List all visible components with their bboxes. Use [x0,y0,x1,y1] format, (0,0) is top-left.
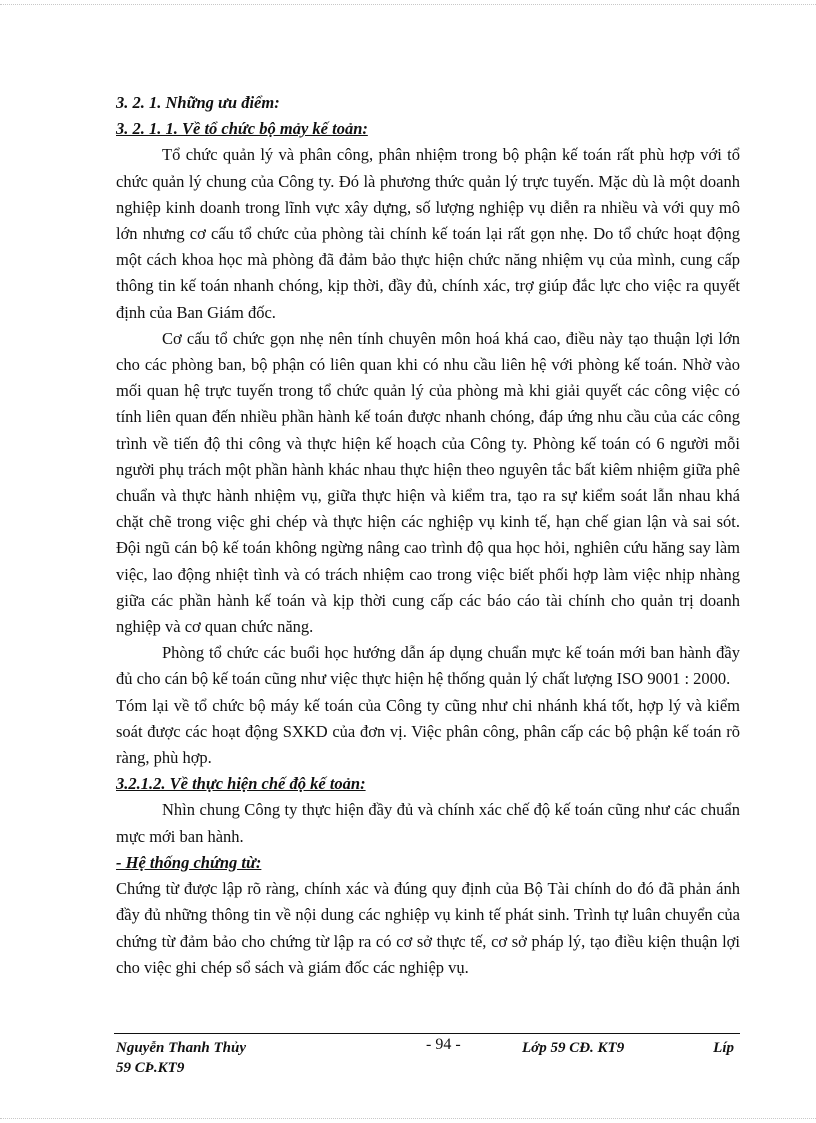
footer-divider [114,1033,740,1034]
paragraph: Phòng tổ chức các buổi học hướng dẫn áp dụng chuẩn mực kế toán mới ban hành đầy đủ cho cán bộ kế toán cũng như việc thực hiện hệ thống quản lý chất lượng ISO 9001 : 2000. [116,643,740,689]
paragraph: Tóm lại về tổ chức bộ máy kế toán của Công ty cũng như chi nhánh khá tốt, hợp lý và kiểm soát được các hoạt động SXKD của đơn vị. Việc phân công, phân cấp các bộ phận kế toán rõ ràng, phù hợp. [116,695,740,768]
paragraph: Chứng từ được lập rõ ràng, chính xác và đúng quy định của Bộ Tài chính do đó đã phản ánh đầy đủ những thông tin về nội dung các nghiệp vụ kinh tế phát sinh. Trình tự luân chuyển của chứng từ đảm bảo cho chứng từ lập ra có cơ sở thực tế, cơ sở pháp lý, tạo điều kiện thuận lợi cho việc ghi chép sổ sách và giám đốc các nghiệp vụ. [116,879,740,977]
subsection-heading: 3. 2. 1. 1. Về tổ chức bộ mảy kế toản: [116,119,368,139]
subsection-heading: 3.2.1.2. Về thực hiện chế độ kế toản: [116,774,366,794]
footer-class: Lớp 59 CĐ. KT9 [522,1040,625,1056]
page-footer [116,1036,740,1086]
footer-author: Nguyễn Thanh Thủy [116,1040,247,1056]
document-body [116,90,740,981]
paragraph: Cơ cấu tổ chức gọn nhẹ nên tính chuyên môn hoá khá cao, điều này tạo thuận lợi lớn cho các phòng ban, bộ phận có liên quan khi có nhu cầu liên hệ với phòng kế toán. Nhờ vào mối quan hệ trực tuyến trong tổ chức quản lý của phòng mà khi giải quyết các công việc có tính liên quan đến nhiều phần hành kế toán được nhanh chóng, đáp ứng nhu cầu của các công trình về tiến độ thi công và thực hiện kế hoạch của Công ty. Phòng kế toán có 6 người mỗi người phụ trách một phần hành khác nhau thực hiện theo nguyên tắc bất kiêm nhiệm giữa phê chuẩn và thực hành nhiệm vụ, giữa thực hiện và kiểm tra, tạo ra sự kiểm soát lẫn nhau khá chặt chẽ trong việc ghi chép và thực hiện các nghiệp vụ kinh tế, hạn chế gian lận và sai sót. Đội ngũ cán bộ kế toán không ngừng nâng cao trình độ qua học hỏi, nghiên cứu hăng say làm việc, lao động nhiệt tình và có trách nhiệm cao trong việc biết phối hợp làm việc nhịp nhàng giữa các phần hành kế toán và kịp thời cung cấp các báo cáo tài chính cho quản trị doanh nghiệp và cơ quan chức năng. [116,328,740,637]
section-heading: 3. 2. 1. Những ưu điểm: [116,93,280,112]
page-top-edge [0,4,816,5]
paragraph: Tổ chức quản lý và phân công, phân nhiệm trong bộ phận kế toán rất phù hợp với tổ chức quản lý chung của Công ty. Đó là phương thức quản lý trực tuyến. Mặc dù là một doanh nghiệp kinh doanh trong lĩnh vực xây dựng, số lượng nghiệp vụ diễn ra nhiều và với quy mô lớn nhưng cơ cấu tổ chức của phòng tài chính kế toán lại rất gọn nhẹ. Do tổ chức hoạt động một cách khoa học mà phòng đã đảm bảo thực hiện chức năng nhiệm vụ của mình, cung cấp thông tin kế toán nhanh chóng, kịp thời, đầy đủ, chính xác, trợ giúp đắc lực cho việc ra quyết định của Ban Giám đốc. [116,145,740,322]
footer-lip: Líp [713,1040,734,1056]
paragraph: Nhìn chung Công ty thực hiện đầy đủ và chính xác chế độ kế toán cũng như các chuẩn mực mới ban hành. [116,800,740,846]
list-heading: - Hệ thống chứng từ: [116,852,262,872]
page-number: - 94 - [426,1036,461,1053]
footer-class-code: 59 CÞ.KT9 [116,1060,185,1076]
page-bottom-edge [0,1118,816,1119]
